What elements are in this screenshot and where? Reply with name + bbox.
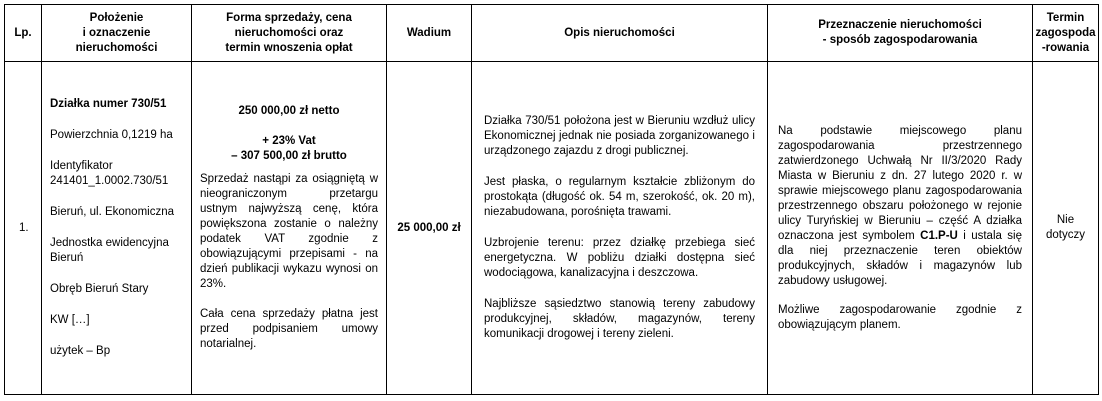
dzialka-number: Działka numer 730/51 [50,98,167,110]
header-termin-line3: -rowania [1041,41,1090,54]
header-polozenie-line2: i oznaczenie [82,26,151,39]
cell-forma [192,62,387,395]
adres: Bieruń, ul. Ekonomiczna [50,206,175,218]
plan-symbol: C1.P-U [920,229,958,242]
cena-netto: 250 000,00 zł netto [238,105,340,117]
header-polozenie-line3: nieruchomości [75,41,158,54]
cell-polozenie [42,62,192,395]
uzytek: użytek – Bp [50,345,111,357]
header-polozenie [42,5,192,62]
header-przeznaczenie [768,5,1033,62]
opis-sprzedazy: Sprzedaż nastąpi za osiągniętą w nieograniczonym przetargu ustnym najwyższą cenę, która powiększona zostanie o należny podatek VAT zgodnie z obowiązującymi przepisami - na dzień publikacji wykazu wynosi on 23%. [200,173,378,290]
termin-line1: Nie [1056,214,1075,226]
header-lp: Lp. [5,5,42,62]
cena-brutto: – 307 500,00 zł brutto [231,150,347,162]
opis-p2: Jest płaska, o regularnym kształcie zbliżonym do prostokąta (długość ok. 54 m, szerokość, ok. 20 m), niezabudowana, porośnięta trawami. [484,176,755,218]
vat: + 23% Vat [262,135,316,147]
opis-p1: Działka 730/51 położona jest w Bieruniu wzdłuż ulicy Ekonomicznej jednak nie posiada zorganizowanego i urządzonego zajazdu z drogi publicznej. [484,115,755,157]
header-termin [1033,5,1099,62]
header-forma [192,5,387,62]
przeznaczenie-p1 [778,124,1022,289]
termin-line2: dotyczy [1046,229,1085,241]
identyfikator-value: 241401_1.0002.730/51 [50,175,169,187]
cell-opis [472,62,768,395]
cell-wadium: 25 000,00 zł [387,62,472,395]
header-row [5,5,1099,62]
przeznaczenie-p1-after: i ustala się dla niej przeznaczenie teren obiektów produkcyjnych, składów i magazynów lub zabudowy usługowej. [778,229,1022,287]
header-opis: Opis nieruchomości [472,5,768,62]
przeznaczenie-p1-before: Na podstawie miejscowego planu zagospodarowania przestrzennego zatwierdzonego Uchwałą Nr II/3/2020 Rady Miasta w Bieruniu z dn. 27 lutego 2020 r. w sprawie miejscowego planu zagospodarowania przestrzennego obszaru położonego w rejonie ulicy Turyńskiej w Bieruniu – część A działka oznaczona jest symbolem [778,124,1022,242]
jednostka-label: Jednostka ewidencyjna [50,237,169,249]
header-przeznaczenie-line1: Przeznaczenie nieruchomości [818,19,982,31]
property-table-wrapper [4,4,1098,397]
jednostka [50,236,183,266]
header-forma-line3: termin wnoszenia opłat [225,41,353,54]
header-termin-line1: Termin [1046,11,1085,24]
powierzchnia: Powierzchnia 0,1219 ha [50,129,173,141]
kw: KW […] [50,314,90,326]
cell-termin [1033,62,1099,395]
cell-lp: 1. [5,62,42,395]
header-przeznaczenie-line2: - sposób zagospodarowania [822,34,978,46]
identyfikator-label: Identyfikator [50,160,113,172]
cell-przeznaczenie [768,62,1033,395]
opis-p3: Uzbrojenie terenu: przez działkę przebiega sieć energetyczna. W pobliżu działki dostępna sieć wodociągowa, kanalizacyjna i deszczowa. [484,237,755,279]
header-wadium: Wadium [387,5,472,62]
header-forma-line2: nieruchomości oraz [234,26,344,39]
platnosc: Cała cena sprzedaży płatna jest przed podpisaniem umowy notarialnej. [200,308,378,350]
property-table [4,4,1099,395]
przeznaczenie-p2: Możliwe zagospodarowanie zgodnie z obowiązującym planem. [778,303,1022,331]
header-polozenie-line1: Położenie [89,11,144,24]
header-termin-line2: zagospoda [1035,26,1096,39]
jednostka-value: Bieruń [50,252,84,264]
opis-p4: Najbliższe sąsiedztwo stanowią tereny zabudowy produkcyjnej, składów, magazynów, tereny komunikacji drogowej i tereny zieleni. [484,298,755,340]
obreb: Obręb Bieruń Stary [50,283,149,295]
table-row [5,62,1099,395]
identyfikator [50,159,183,189]
header-forma-line1: Forma sprzedaży, cena [226,11,352,24]
